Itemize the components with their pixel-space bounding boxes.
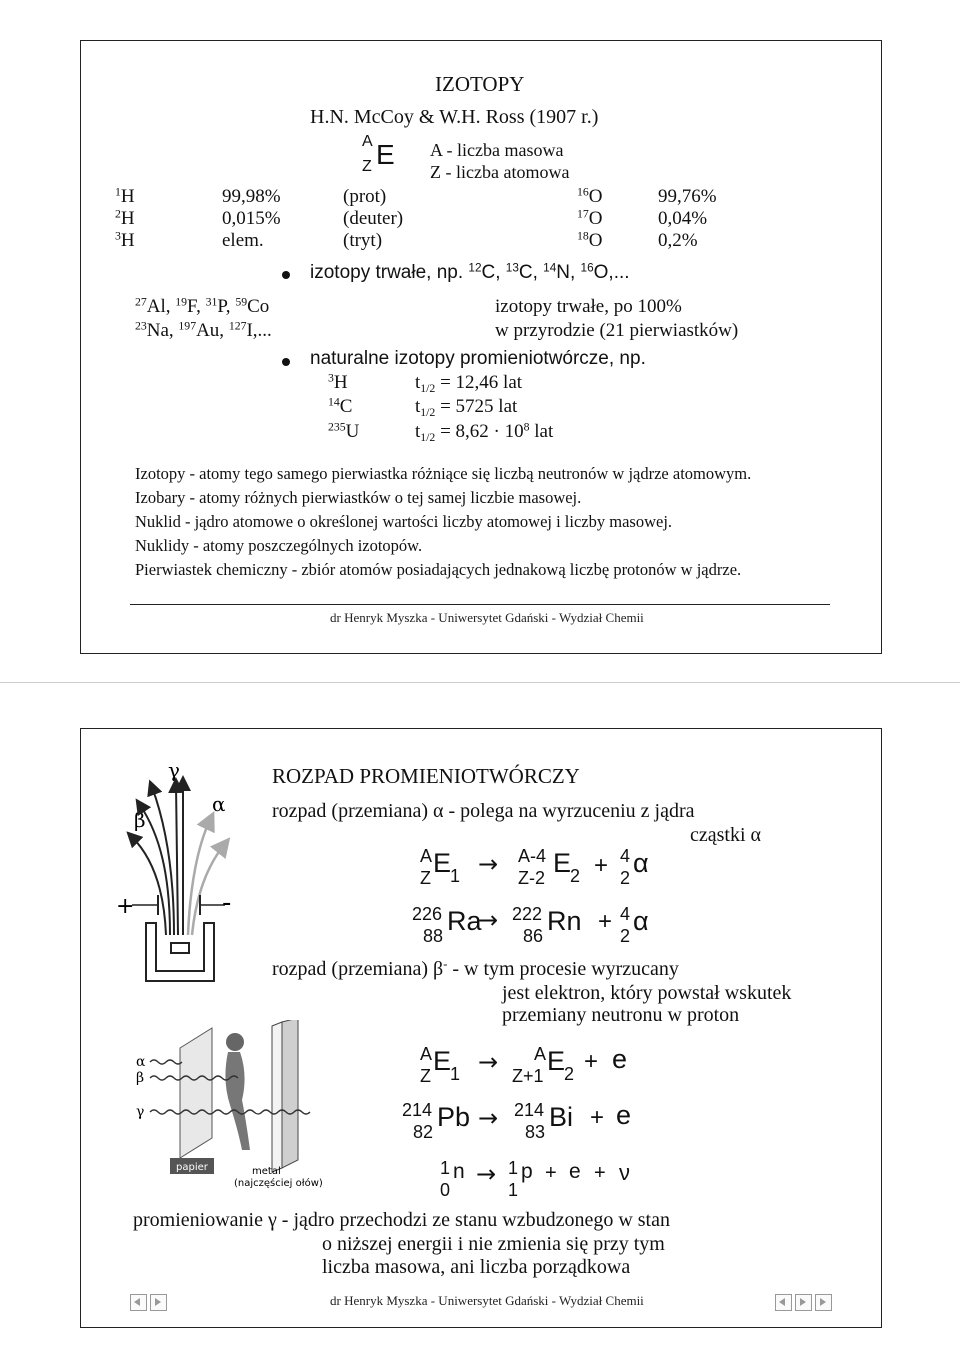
half-life-unit: lat: [529, 421, 554, 442]
plus-sign: +: [545, 1162, 557, 1184]
slide2-footer: dr Henryk Myszka - Uniwersytet Gdański - Wydział Chemii: [330, 1293, 644, 1308]
slide1-title: IZOTOPY: [435, 72, 525, 96]
nuclide-index: 2: [570, 866, 581, 886]
nuclide-mass: 1: [440, 1158, 451, 1178]
reaction-arrow-icon: →: [478, 1048, 499, 1076]
element-symbol: C,: [518, 262, 544, 283]
gamma-line-1: promieniowanie γ - jądro przechodzi ze stanu wzbudzonego w stan: [133, 1209, 670, 1231]
half-life-value: [415, 396, 517, 418]
element-symbol: H: [120, 208, 135, 229]
mass-number: 235: [328, 420, 346, 434]
half-life-number: = 12,46 lat: [435, 372, 523, 393]
mass-number: 3: [328, 371, 334, 385]
nuclide-symbol: α: [633, 848, 649, 878]
oxygen-isotope-symbol: [577, 230, 603, 252]
hydrogen-isotope-symbol: [115, 186, 135, 208]
plus-sign: +: [584, 1048, 599, 1075]
mass-number: 17: [577, 207, 589, 221]
nuclide-number: 86: [523, 926, 544, 946]
nuclide-mass: 4: [620, 846, 631, 866]
beta-decay-line-3: przemiany neutronu w proton: [502, 1004, 740, 1026]
alpha-decay-line-1: rozpad (przemiana) α - polega na wyrzuceniu z jądra: [272, 800, 695, 822]
mass-number: 16: [577, 185, 589, 199]
nuclide-symbol: n: [453, 1160, 465, 1183]
electron-symbol: e: [616, 1100, 632, 1130]
nuclide-symbol: E: [433, 1046, 452, 1076]
diagram-minus-label: -: [222, 888, 232, 918]
mass-number: 197: [178, 319, 197, 333]
diagram-beta-label: β: [134, 808, 146, 832]
hydrogen-isotope-name: (prot): [343, 186, 387, 207]
plus-sign: +: [590, 1104, 605, 1131]
stable-isotopes-prefix: izotopy trwałe, np.: [310, 262, 469, 283]
mass-number: 18: [577, 229, 589, 243]
plus-sign: +: [594, 1162, 606, 1184]
oxygen-isotope-symbol: [577, 208, 603, 230]
atomic-number-description: Z - liczba atomowa: [430, 162, 570, 182]
mass-number-description: A - liczba masowa: [430, 140, 564, 160]
bullet-icon: [282, 358, 290, 366]
gamma-line-2: o niższej energii i nie zmienia się przy tym: [322, 1233, 665, 1255]
definition-item: Nuklidy - atomy poszczególnych izotopów.: [135, 536, 423, 555]
element-symbol: C,: [481, 262, 506, 283]
nuclide-symbol: Pb: [437, 1102, 471, 1132]
oxygen-abundance: 0,2%: [658, 230, 698, 251]
neutrino-symbol: ν: [619, 1160, 630, 1185]
nuclide-symbol: p: [521, 1160, 533, 1183]
forward-icon[interactable]: [795, 1294, 812, 1311]
nuclide-number: 83: [525, 1122, 546, 1142]
half-life-subscript: 1/2: [420, 431, 436, 445]
nuclide-number: 1: [508, 1180, 519, 1200]
nuclide-symbol: Bi: [549, 1102, 574, 1132]
nuclide-index: 1: [450, 1064, 461, 1084]
half-life-symbol: t: [415, 421, 421, 442]
penetration-beta-label: β: [136, 1070, 145, 1086]
metal-label-note: (najczęściej ołów): [234, 1178, 323, 1189]
element-symbol: Co: [247, 296, 270, 317]
element-symbol: N,: [556, 262, 581, 283]
hydrogen-abundance: 99,98%: [222, 186, 281, 207]
half-life-value: [415, 421, 553, 443]
element-symbol: O,...: [593, 262, 630, 283]
radioactive-isotope: [328, 372, 348, 394]
oxygen-isotope-symbol: [577, 186, 603, 208]
slide1-footer: dr Henryk Myszka - Uniwersytet Gdański - Wydział Chemii: [330, 610, 644, 625]
stable-elements-desc-1: izotopy trwałe, po 100%: [495, 296, 682, 317]
nuclide-index: 1: [450, 866, 461, 886]
nuclide-number: 0: [440, 1180, 451, 1200]
element-symbol: U: [345, 421, 360, 442]
element-symbol: H: [120, 186, 135, 207]
nuclide-mass: A: [534, 1044, 547, 1064]
nuclide-mass: 214: [402, 1100, 433, 1120]
plus-sign: +: [594, 852, 609, 879]
half-life-value: [415, 372, 522, 394]
page-separator: [0, 682, 960, 683]
radioactive-isotope: [328, 396, 352, 418]
plus-sign: +: [598, 908, 613, 935]
nuclide-symbol: Rn: [547, 906, 582, 936]
reaction-arrow-icon: →: [476, 1160, 497, 1188]
notation-element-letter: E: [376, 139, 395, 170]
mass-number: 1: [115, 185, 121, 199]
next-slide-icon[interactable]: [150, 1294, 167, 1311]
mass-number: 19: [175, 295, 188, 309]
end-icon[interactable]: [815, 1294, 832, 1311]
hydrogen-isotope-name: (tryt): [343, 230, 383, 251]
mass-number: 2: [115, 207, 121, 221]
half-life-symbol: t: [415, 396, 421, 417]
paper-label: papier: [176, 1162, 208, 1173]
bullet-icon: [282, 271, 290, 279]
nuclide-number: Z-2: [518, 868, 545, 888]
half-life-subscript: 1/2: [420, 406, 436, 420]
mass-number: 14: [543, 261, 557, 275]
hydrogen-abundance: 0,015%: [222, 208, 281, 229]
nuclide-mass: A-4: [518, 846, 547, 866]
previous-slide-icon[interactable]: [130, 1294, 147, 1311]
definition-item: Izobary - atomy różnych pierwiastków o tej samej liczbie masowej.: [135, 488, 582, 507]
element-symbol: Al,: [146, 296, 176, 317]
nuclide-index: 2: [564, 1064, 575, 1084]
metal-label: metal: [252, 1166, 281, 1177]
half-life-number: = 5725 lat: [435, 396, 518, 417]
nuclide-symbol: E: [433, 848, 452, 878]
alpha-decay-line-2: cząstki α: [690, 824, 762, 846]
definition-item: Pierwiastek chemiczny - zbiór atomów posiadających jednakową liczbę protonów w jądrze.: [135, 560, 742, 579]
mass-number: 3: [115, 229, 121, 243]
nuclide-mass: 214: [514, 1100, 545, 1120]
mass-number: 23: [135, 319, 147, 333]
hydrogen-isotope-symbol: [115, 230, 135, 252]
mass-number: 27: [135, 295, 147, 309]
hydrogen-isotope-symbol: [115, 208, 135, 230]
element-symbol: O: [588, 208, 603, 229]
definition-item: Nuklid - jądro atomowe o określonej wartości liczby atomowej i liczby masowej.: [135, 512, 673, 531]
penetration-diagram: [130, 1020, 330, 1195]
radioactive-isotope: [328, 421, 359, 443]
mass-number: 13: [505, 261, 519, 275]
stable-elements-desc-2: w przyrodzie (21 pierwiastków): [495, 320, 739, 341]
element-symbol: O: [588, 230, 603, 251]
hydrogen-isotope-name: (deuter): [343, 208, 404, 229]
half-life-subscript: 1/2: [420, 382, 436, 396]
mass-number: 127: [228, 319, 247, 333]
nuclide-number: 2: [620, 868, 631, 888]
nuclide-symbol: E: [547, 1046, 566, 1076]
definition-item: Izotopy - atomy tego samego pierwiastka różniące się liczbą neutronów w jądrze atomowym.: [135, 464, 752, 483]
nuclide-mass: 226: [412, 904, 443, 924]
nuclide-number: 88: [423, 926, 444, 946]
nuclide-number: 2: [620, 926, 631, 946]
electron-symbol: e: [569, 1160, 581, 1183]
oxygen-abundance: 99,76%: [658, 186, 717, 207]
stable-isotopes-examples: [310, 262, 630, 284]
nuclide-number: Z: [420, 1066, 431, 1086]
nuclide-number: Z+1: [512, 1066, 544, 1086]
mass-number: 12: [468, 261, 482, 275]
reaction-arrow-icon: →: [478, 906, 499, 934]
element-symbol: I,...: [246, 320, 272, 341]
mass-number: 16: [580, 261, 594, 275]
slide1-footer-rule: [130, 604, 830, 605]
beta-decay-line-2: jest elektron, który powstał wskutek: [502, 982, 792, 1004]
radioactive-isotopes-heading: naturalne izotopy promieniotwórcze, np.: [310, 348, 646, 369]
nuclide-mass: 4: [620, 904, 631, 924]
nuclide-number: 82: [413, 1122, 434, 1142]
half-life-symbol: t: [415, 372, 421, 393]
slide1-authors: H.N. McCoy & W.H. Ross (1907 r.): [310, 106, 599, 128]
nuclide-mass: A: [420, 1044, 433, 1064]
penetration-gamma-label: γ: [136, 1104, 145, 1120]
beta-decay-line-1-end: - w tym procesie wyrzucany: [447, 958, 679, 980]
element-symbol: H: [333, 372, 348, 393]
beta-decay-line-1-start: rozpad (przemiana) β: [272, 958, 444, 980]
nuclide-symbol: Ra: [447, 906, 482, 936]
stable-isotopes-list: [468, 262, 629, 283]
diagram-gamma-label: γ: [168, 758, 180, 782]
nuclide-symbol: α: [633, 906, 649, 936]
oxygen-abundance: 0,04%: [658, 208, 708, 229]
reaction-arrow-icon: →: [478, 1104, 499, 1132]
element-symbol: Au,: [196, 320, 229, 341]
back-icon[interactable]: [775, 1294, 792, 1311]
electron-symbol: e: [612, 1044, 628, 1074]
reaction-arrow-icon: →: [478, 850, 499, 878]
notation-atomic-letter: Z: [362, 158, 372, 175]
half-life-number: = 8,62 · 10: [435, 421, 524, 442]
nuclide-mass: A: [420, 846, 433, 866]
element-symbol: F,: [187, 296, 206, 317]
element-symbol: Na,: [146, 320, 179, 341]
stable-elements-row-2: [135, 320, 272, 342]
penetration-alpha-label: α: [136, 1054, 146, 1070]
nuclide-number: Z: [420, 868, 431, 888]
diagram-plus-label: +: [116, 894, 135, 919]
nuclide-mass: 222: [512, 904, 543, 924]
slide2-title: ROZPAD PROMIENIOTWÓRCZY: [272, 764, 580, 788]
mass-number: 59: [235, 295, 248, 309]
element-symbol: C: [339, 396, 353, 417]
nuclide-mass: 1: [508, 1158, 519, 1178]
nuclide-symbol: E: [553, 848, 572, 878]
gamma-line-3: liczba masowa, ani liczba porządkowa: [322, 1256, 631, 1278]
element-symbol: P,: [217, 296, 236, 317]
stable-elements-row-1: [135, 296, 269, 318]
diagram-alpha-label: α: [212, 792, 226, 816]
element-symbol: O: [588, 186, 603, 207]
mass-number: 31: [205, 295, 218, 309]
beta-decay-line-1: [272, 958, 679, 981]
element-symbol: H: [120, 230, 135, 251]
half-life-exponent: 8: [523, 420, 530, 434]
beta-minus-sign: -: [443, 957, 448, 972]
notation-mass-letter: A: [362, 133, 373, 150]
hydrogen-abundance: elem.: [222, 230, 264, 251]
mass-number: 14: [328, 395, 340, 409]
ray-deflection-diagram: [100, 755, 260, 990]
